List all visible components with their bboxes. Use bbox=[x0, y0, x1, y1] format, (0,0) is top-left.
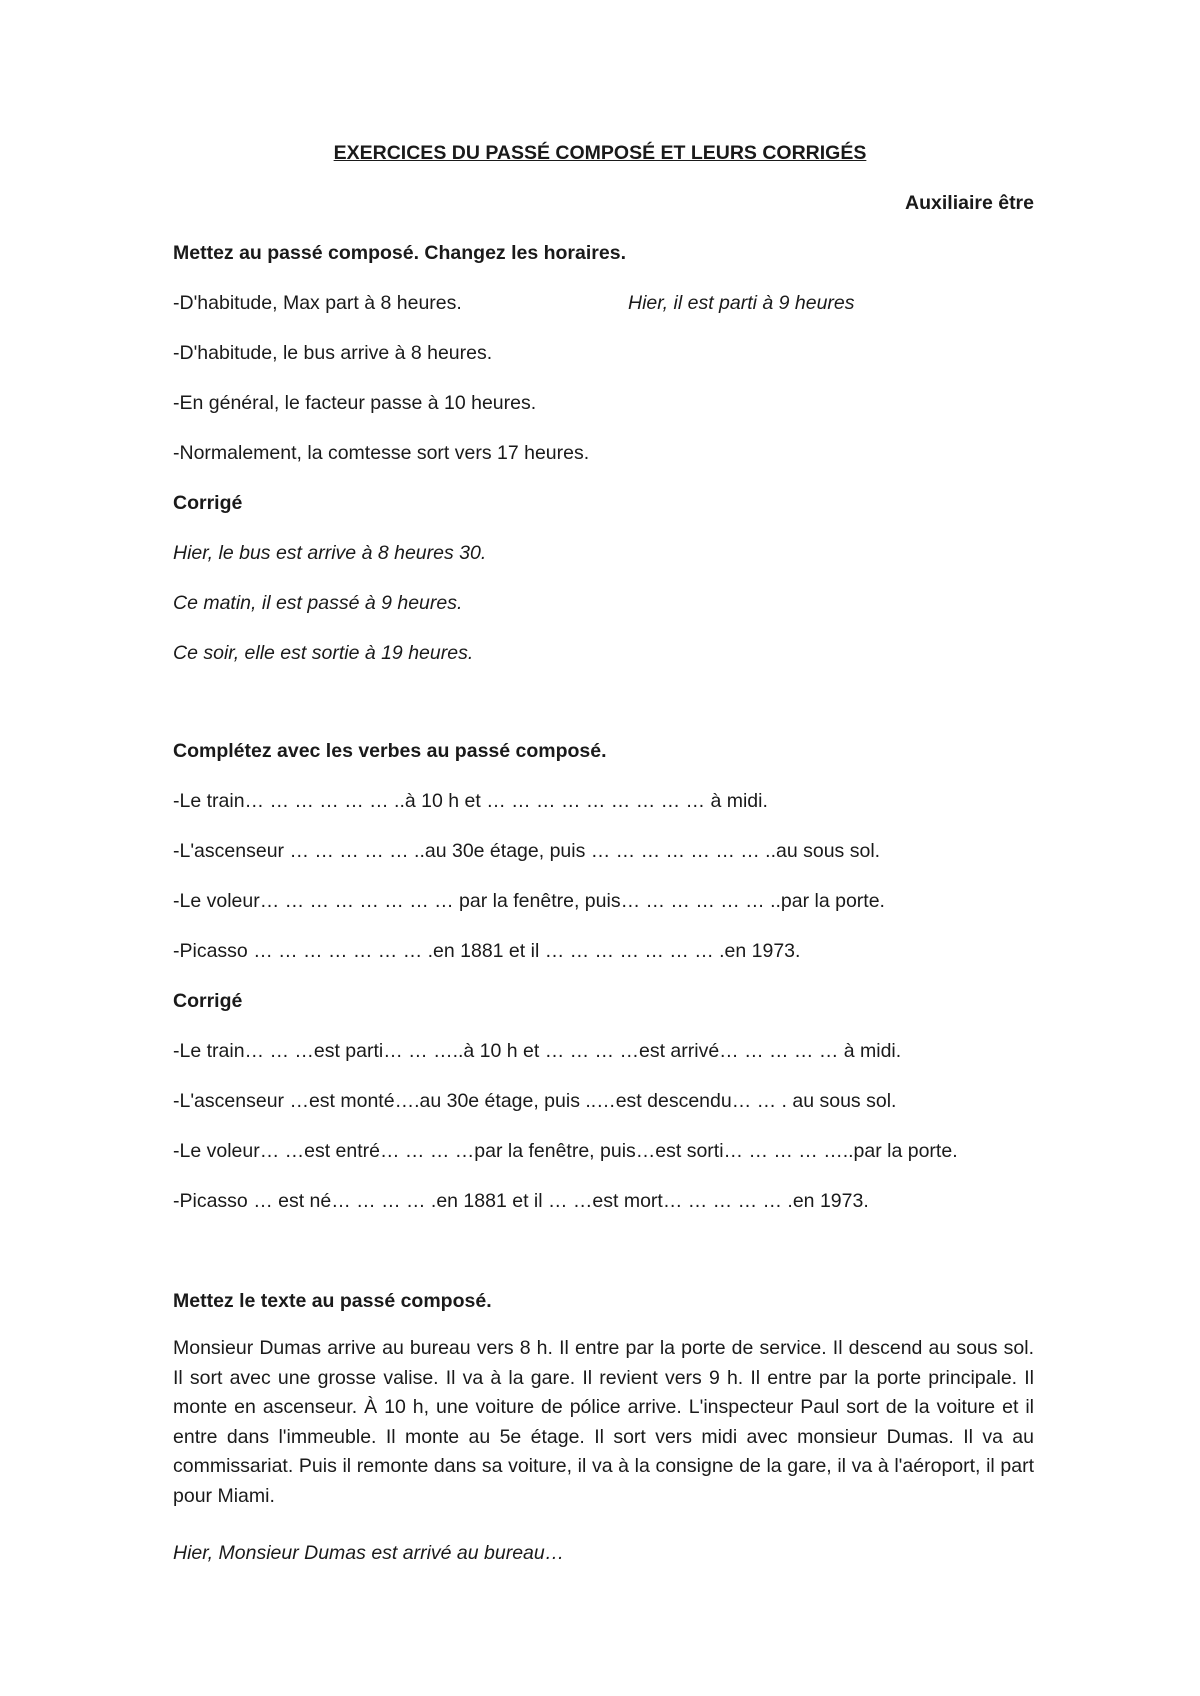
exercise-2-corrige-line: -L'ascenseur …est monté….au 30e étage, puis ..…est descendu… … . au sous sol. bbox=[173, 1090, 897, 1112]
exercise-1-corrige-line: Ce matin, il est passé à 9 heures. bbox=[173, 592, 463, 614]
exercise-2-corrige-line: -Le voleur… …est entré… … … …par la fenêtre, puis…est sorti… … … … …..par la porte. bbox=[173, 1140, 958, 1162]
exercise-1-corrige-heading: Corrigé bbox=[173, 492, 243, 514]
exercise-2-line: -L'ascenseur … … … … … ..au 30e étage, puis … … … … … … … ..au sous sol. bbox=[173, 840, 881, 862]
exercise-1-corrige-line: Hier, le bus est arrive à 8 heures 30. bbox=[173, 542, 487, 564]
exercise-2-line: -Le voleur… … … … … … … … par la fenêtre, puis… … … … … … ..par la porte. bbox=[173, 890, 885, 912]
exercise-2-corrige-line: -Picasso … est né… … … … .en 1881 et il … …est mort… … … … … .en 1973. bbox=[173, 1190, 869, 1212]
exercise-1-heading: Mettez au passé composé. Changez les horaires. bbox=[173, 242, 626, 264]
exercise-2-corrige-heading: Corrigé bbox=[173, 990, 243, 1012]
exercise-3-paragraph: Monsieur Dumas arrive au bureau vers 8 h. Il entre par la porte de service. Il descend au sous sol. Il sort avec une grosse valise. Il va à la gare. Il revient vers 9 h. Il entre par la porte principale. Il monte en ascenseur. À 10 h, une voiture de pólice arrive. L'inspecteur Paul sort de la voiture et il entre dans l'immeuble. Il monte au 5e étage. Il sort vers midi avec monsieur Dumas. Il va au commissariat. Puis il remonte dans sa voiture, il va à la consigne de la gare, il va à l'aéroport, il part pour Miami. bbox=[173, 1337, 1034, 1507]
exercise-1-line: -D'habitude, Max part à 8 heures. bbox=[173, 292, 462, 314]
exercise-2-heading: Complétez avec les verbes au passé composé. bbox=[173, 740, 607, 762]
exercise-1-corrige-line: Ce soir, elle est sortie à 19 heures. bbox=[173, 642, 474, 664]
exercise-2-corrige-line: -Le train… … …est parti… … …..à 10 h et … … … …est arrivé… … … … … à midi. bbox=[173, 1040, 902, 1062]
document-title: EXERCICES DU PASSÉ COMPOSÉ ET LEURS CORRIGÉS bbox=[333, 142, 867, 164]
subtitle: Auxiliaire être bbox=[905, 192, 1034, 214]
exercise-2-line: -Le train… … … … … … ..à 10 h et … … … … … … … … … à midi. bbox=[173, 790, 768, 812]
exercise-2-line: -Picasso … … … … … … … .en 1881 et il … … … … … … … .en 1973. bbox=[173, 940, 801, 962]
exercise-1-example-answer: Hier, il est parti à 9 heures bbox=[628, 292, 855, 314]
exercise-1-line: -En général, le facteur passe à 10 heures. bbox=[173, 392, 537, 414]
exercise-1-line: -D'habitude, le bus arrive à 8 heures. bbox=[173, 342, 493, 364]
exercise-1-line: -Normalement, la comtesse sort vers 17 heures. bbox=[173, 442, 590, 464]
exercise-3-example: Hier, Monsieur Dumas est arrivé au bureau… bbox=[173, 1542, 565, 1564]
exercise-3-heading: Mettez le texte au passé composé. bbox=[173, 1290, 492, 1312]
